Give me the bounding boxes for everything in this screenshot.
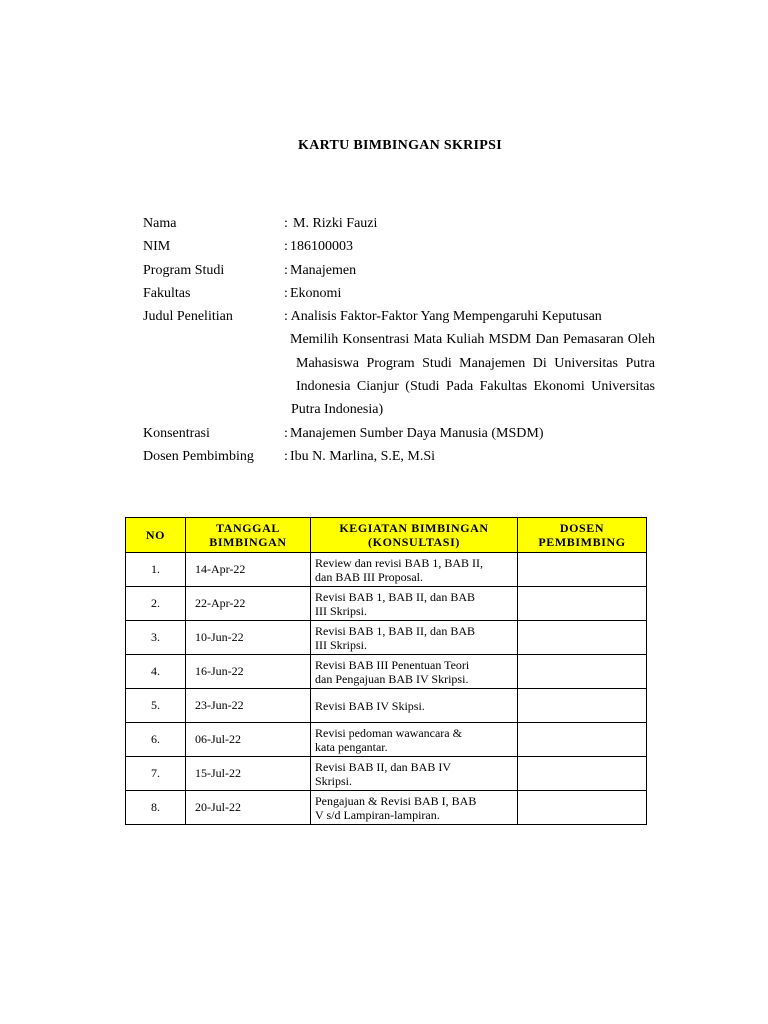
row-dosen [518, 757, 647, 791]
row-kegiatan-line-1: Review dan revisi BAB 1, BAB II, [315, 555, 483, 570]
row-kegiatan [311, 621, 518, 655]
row-tanggal: 22-Apr-22 [186, 587, 311, 621]
row-kegiatan-line-2: V s/d Lampiran-lampiran. [315, 807, 440, 822]
konsentrasi-label: Konsentrasi [143, 425, 210, 441]
table-row [126, 621, 647, 655]
row-kegiatan-line-1: Revisi pedoman wawancara & [315, 725, 462, 740]
judul-line-4: Indonesia Cianjur (Studi Pada Fakultas Ekonomi Universitas [296, 379, 655, 395]
nim-colon: : [284, 239, 288, 255]
row-no: 3. [126, 621, 186, 655]
table-row [126, 655, 647, 689]
row-kegiatan-line-2: III Skripsi. [315, 637, 367, 652]
table-header-row [126, 518, 647, 553]
nama-colon: : [284, 216, 288, 231]
judul-label: Judul Penelitian [143, 309, 233, 325]
header-dosen [518, 518, 647, 553]
row-kegiatan-line-1: Pengajuan & Revisi BAB I, BAB [315, 793, 477, 808]
row-kegiatan-line-1: Revisi BAB IV Skipsi. [315, 698, 425, 713]
row-kegiatan-line-2: kata pengantar. [315, 739, 388, 754]
row-kegiatan-line-1: Revisi BAB II, dan BAB IV [315, 759, 451, 774]
dosen-value: Ibu N. Marlina, S.E, M.Si [290, 448, 436, 464]
bimbingan-table [125, 517, 647, 825]
row-kegiatan [311, 757, 518, 791]
row-tanggal: 16-Jun-22 [186, 655, 311, 689]
dosen-label: Dosen Pembimbing [143, 448, 254, 464]
table-row [126, 791, 647, 825]
prodi-colon: : [284, 262, 288, 278]
nim-label: NIM [143, 239, 171, 255]
row-kegiatan [311, 723, 518, 757]
row-kegiatan-line-1: Revisi BAB III Penentuan Teori [315, 657, 470, 672]
row-kegiatan-line-1: Revisi BAB 1, BAB II, dan BAB [315, 623, 476, 638]
row-kegiatan-line-2: dan Pengajuan BAB IV Skripsi. [315, 671, 469, 686]
judul-line-5: Putra Indonesia) [291, 402, 384, 418]
row-kegiatan-line-1: Revisi BAB 1, BAB II, dan BAB [315, 589, 476, 604]
table-row [126, 757, 647, 791]
header-kegiatan-line-1: KEGIATAN BIMBINGAN [339, 521, 489, 535]
header-no-text: NO [145, 528, 166, 542]
judul-value [284, 305, 655, 421]
page-title: KARTU BIMBINGAN SKRIPSI [298, 138, 502, 153]
fakultas-colon: : [284, 285, 288, 301]
row-no: 8. [126, 791, 186, 825]
row-dosen [518, 689, 647, 723]
header-tanggal-line-1: TANGGAL [216, 521, 280, 535]
prodi-value: Manajemen [290, 262, 357, 278]
header-tanggal-line-2: BIMBINGAN [209, 535, 287, 549]
row-dosen [518, 655, 647, 689]
row-tanggal: 23-Jun-22 [186, 689, 311, 723]
row-tanggal: 15-Jul-22 [186, 757, 311, 791]
header-dosen-line-2: PEMBIMBING [538, 535, 626, 549]
table-row [126, 723, 647, 757]
nim-value: 186100003 [290, 239, 353, 255]
row-no: 5. [126, 689, 186, 723]
row-kegiatan [311, 553, 518, 587]
row-kegiatan-line-2: Skripsi. [315, 773, 353, 788]
row-tanggal: 10-Jun-22 [186, 621, 311, 655]
row-dosen [518, 587, 647, 621]
row-kegiatan [311, 655, 518, 689]
table-row [126, 587, 647, 621]
judul-line-1 [284, 305, 655, 328]
row-kegiatan-line-2: III Skripsi. [315, 603, 367, 618]
header-no [126, 518, 186, 553]
header-tanggal [186, 518, 311, 553]
nama-label: Nama [143, 216, 177, 231]
judul-line-3: Mahasiswa Program Studi Manajemen Di Universitas Putra [296, 355, 655, 371]
row-dosen [518, 791, 647, 825]
konsentrasi-colon: : [284, 425, 288, 441]
page-cutoff [0, 830, 768, 1024]
row-dosen [518, 553, 647, 587]
table-row [126, 553, 647, 587]
header-kegiatan-line-2: (KONSULTASI) [368, 535, 460, 549]
row-kegiatan-line-2: dan BAB III Proposal. [315, 569, 423, 584]
row-no: 7. [126, 757, 186, 791]
row-no: 2. [126, 587, 186, 621]
row-kegiatan [311, 587, 518, 621]
judul-line-2: Memilih Konsentrasi Mata Kuliah MSDM Dan Pemasaran Oleh [290, 332, 655, 348]
fakultas-label: Fakultas [143, 285, 191, 301]
nama-value: M. Rizki Fauzi [293, 216, 378, 231]
row-tanggal: 14-Apr-22 [186, 553, 311, 587]
row-tanggal: 06-Jul-22 [186, 723, 311, 757]
dosen-colon: : [284, 448, 288, 464]
row-dosen [518, 621, 647, 655]
header-kegiatan [311, 518, 518, 553]
judul-colon: : [284, 309, 288, 325]
prodi-label: Program Studi [143, 262, 225, 278]
row-kegiatan [311, 791, 518, 825]
row-dosen [518, 723, 647, 757]
judul-text-1: Analisis Faktor-Faktor Yang Mempengaruhi Keputusan [290, 309, 602, 325]
row-tanggal: 20-Jul-22 [186, 791, 311, 825]
row-no: 6. [126, 723, 186, 757]
row-no: 4. [126, 655, 186, 689]
row-no: 1. [126, 553, 186, 587]
row-kegiatan [311, 689, 518, 723]
konsentrasi-value: Manajemen Sumber Daya Manusia (MSDM) [290, 425, 544, 441]
header-dosen-line-1: DOSEN [559, 521, 605, 535]
table-row [126, 689, 647, 723]
fakultas-value: Ekonomi [290, 285, 342, 301]
